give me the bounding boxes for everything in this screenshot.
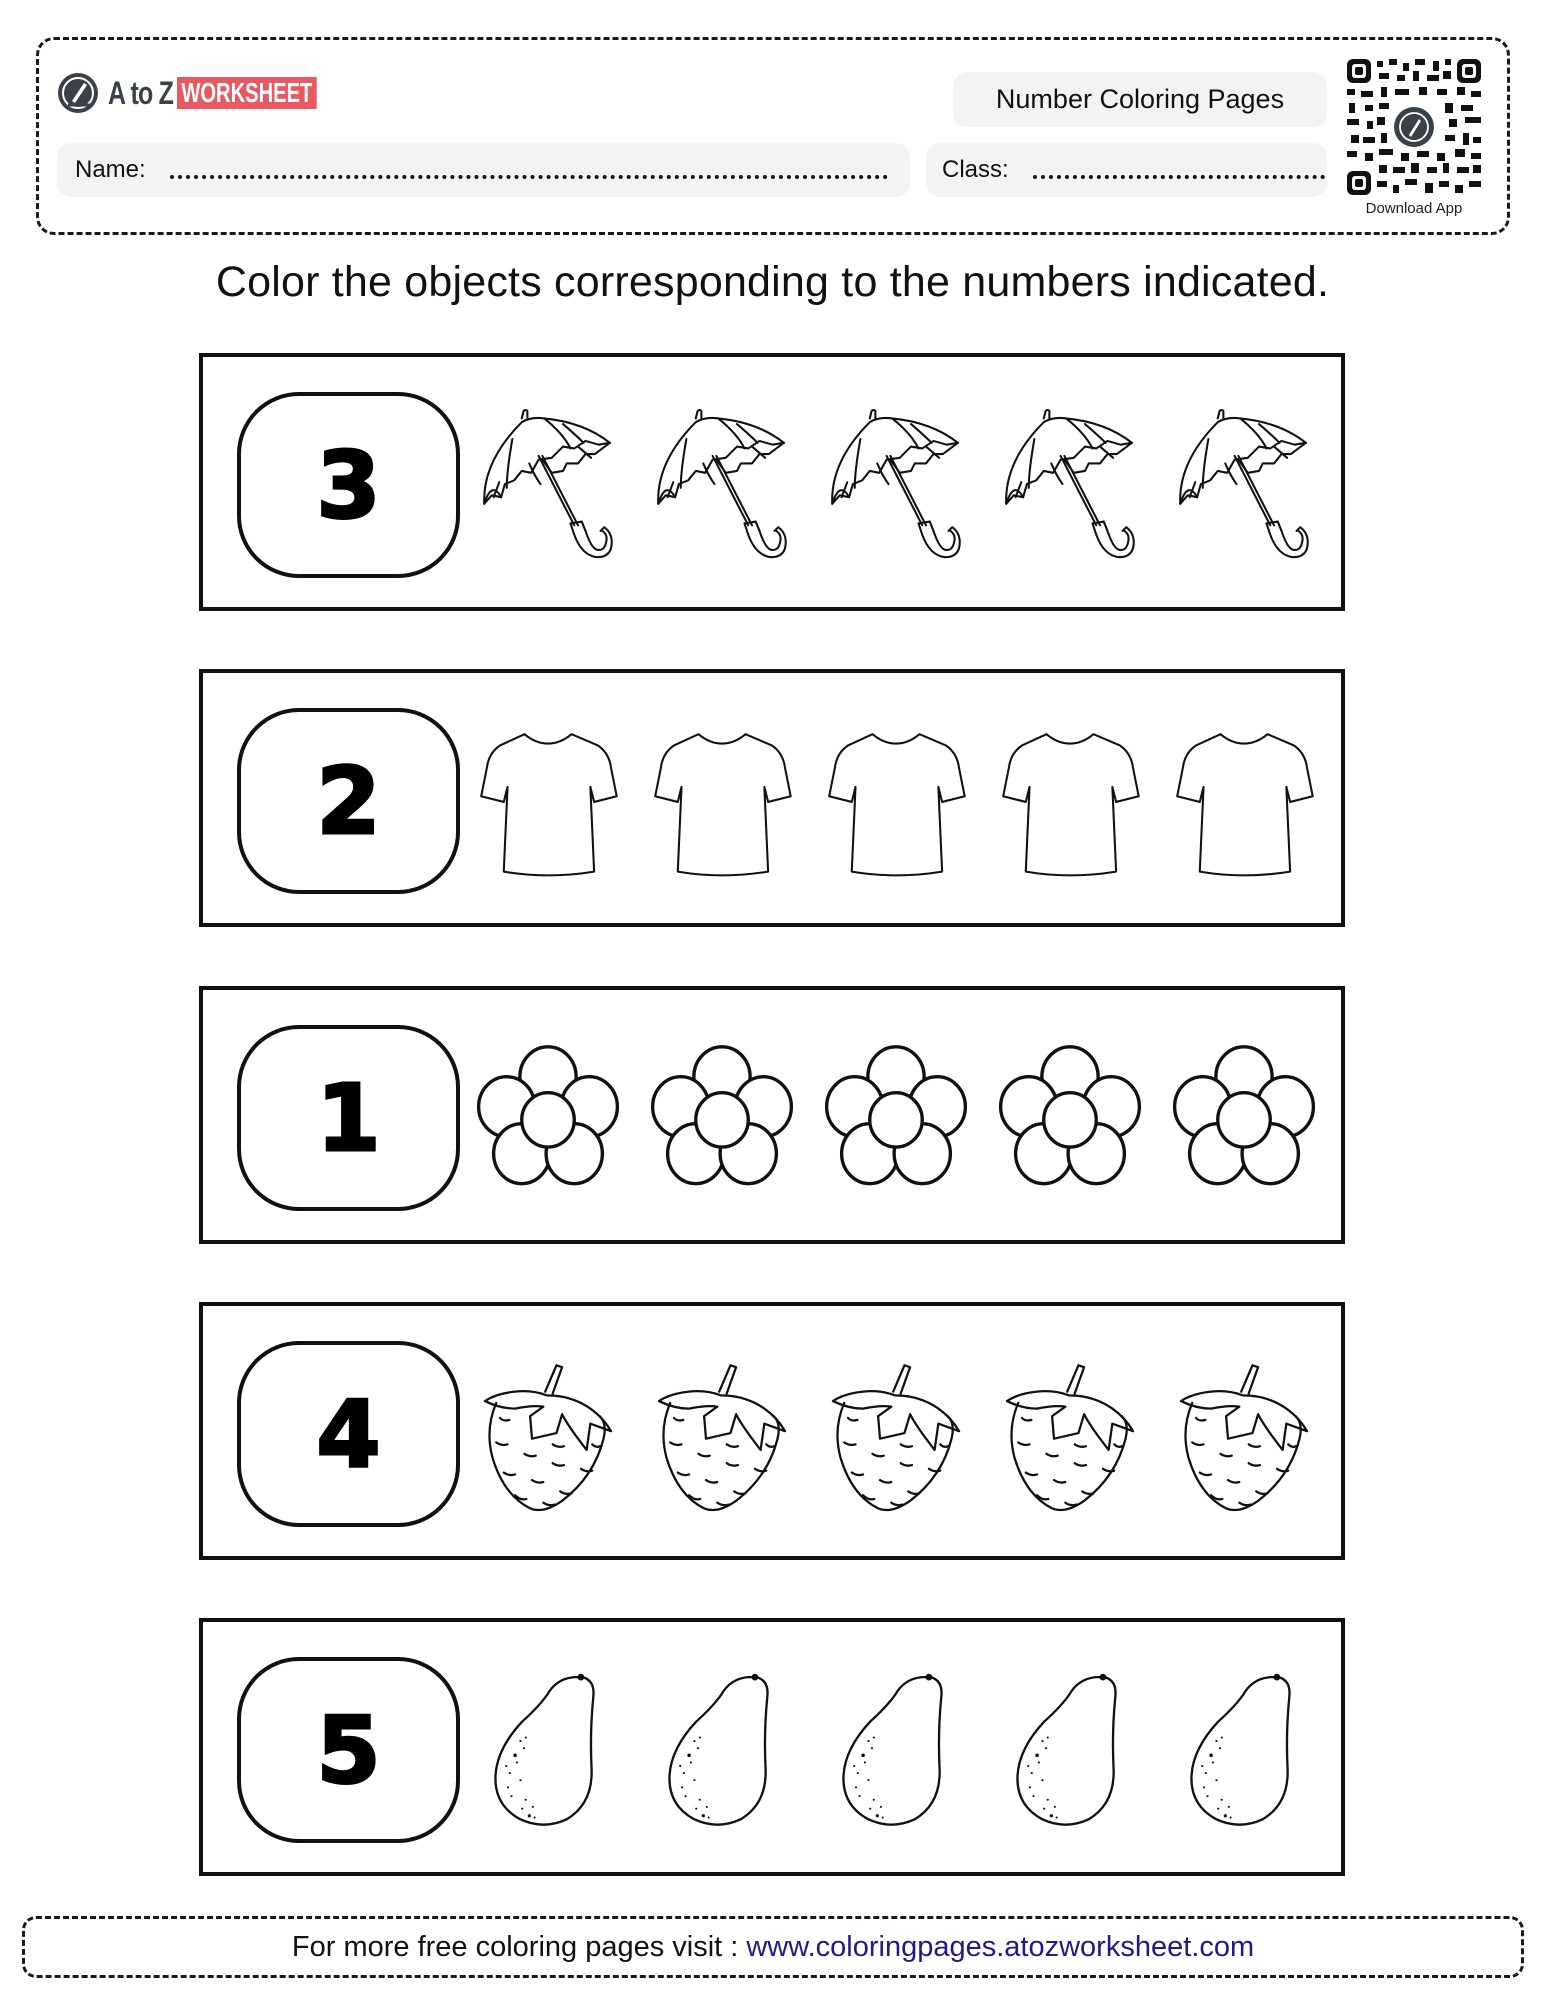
umbrella-icon[interactable] [995, 405, 1145, 565]
object-list [473, 1010, 1333, 1226]
flower-icon[interactable] [473, 1038, 623, 1198]
class-label: Class: [942, 156, 1009, 183]
row-strawberry [199, 1302, 1345, 1560]
papaya-icon[interactable] [647, 1670, 797, 1830]
tshirt-icon[interactable] [647, 721, 797, 881]
tshirt-icon[interactable] [821, 721, 971, 881]
qr-code-icon[interactable] [1345, 57, 1483, 197]
number-badge: 3 [237, 392, 460, 578]
pen-circle-logo-icon [56, 71, 100, 115]
page-title-text: Number Coloring Pages [995, 84, 1285, 114]
tshirt-icon[interactable] [473, 721, 623, 881]
row-flower [199, 986, 1345, 1244]
tshirt-icon[interactable] [995, 721, 1145, 881]
brand-logo [56, 70, 371, 116]
class-field[interactable] [926, 143, 1327, 197]
number-badge: 2 [237, 708, 460, 894]
strawberry-icon[interactable] [821, 1354, 971, 1514]
umbrella-icon[interactable] [821, 405, 971, 565]
header-panel [36, 37, 1510, 235]
page-title [953, 72, 1327, 127]
class-writing-line[interactable] [1033, 173, 1325, 179]
papaya-icon[interactable] [1169, 1670, 1319, 1830]
object-list [473, 693, 1333, 909]
strawberry-icon[interactable] [995, 1354, 1145, 1514]
umbrella-icon[interactable] [473, 405, 623, 565]
download-app-label: Download App [1365, 200, 1463, 217]
object-list [473, 1326, 1333, 1542]
name-label: Name: [75, 156, 146, 183]
number-badge: 1 [237, 1025, 460, 1211]
papaya-icon[interactable] [821, 1670, 971, 1830]
strawberry-icon[interactable] [647, 1354, 797, 1514]
footer-banner [22, 1916, 1524, 1978]
brand-badge: WORKSHEET [177, 77, 317, 109]
flower-icon[interactable] [647, 1038, 797, 1198]
umbrella-icon[interactable] [647, 405, 797, 565]
name-field[interactable] [57, 143, 910, 197]
object-list [473, 377, 1333, 593]
footer-text: For more free coloring pages visit : [291, 1930, 739, 1963]
flower-icon[interactable] [821, 1038, 971, 1198]
name-writing-line[interactable] [170, 173, 888, 179]
papaya-icon[interactable] [473, 1670, 623, 1830]
papaya-icon[interactable] [995, 1670, 1145, 1830]
flower-icon[interactable] [1169, 1038, 1319, 1198]
strawberry-icon[interactable] [1169, 1354, 1319, 1514]
flower-icon[interactable] [995, 1038, 1145, 1198]
number-badge: 4 [237, 1341, 460, 1527]
umbrella-icon[interactable] [1169, 405, 1319, 565]
instruction-text: Color the objects corresponding to the numbers indicated. [215, 258, 1330, 306]
row-papaya [199, 1618, 1345, 1876]
brand-name: A to Z [108, 74, 174, 111]
row-tshirt [199, 669, 1345, 927]
row-umbrella [199, 353, 1345, 611]
strawberry-icon[interactable] [473, 1354, 623, 1514]
number-badge: 5 [237, 1657, 460, 1843]
object-list [473, 1642, 1333, 1858]
tshirt-icon[interactable] [1169, 721, 1319, 881]
footer-link[interactable]: www.coloringpages.atozworksheet.com [746, 1930, 1255, 1963]
